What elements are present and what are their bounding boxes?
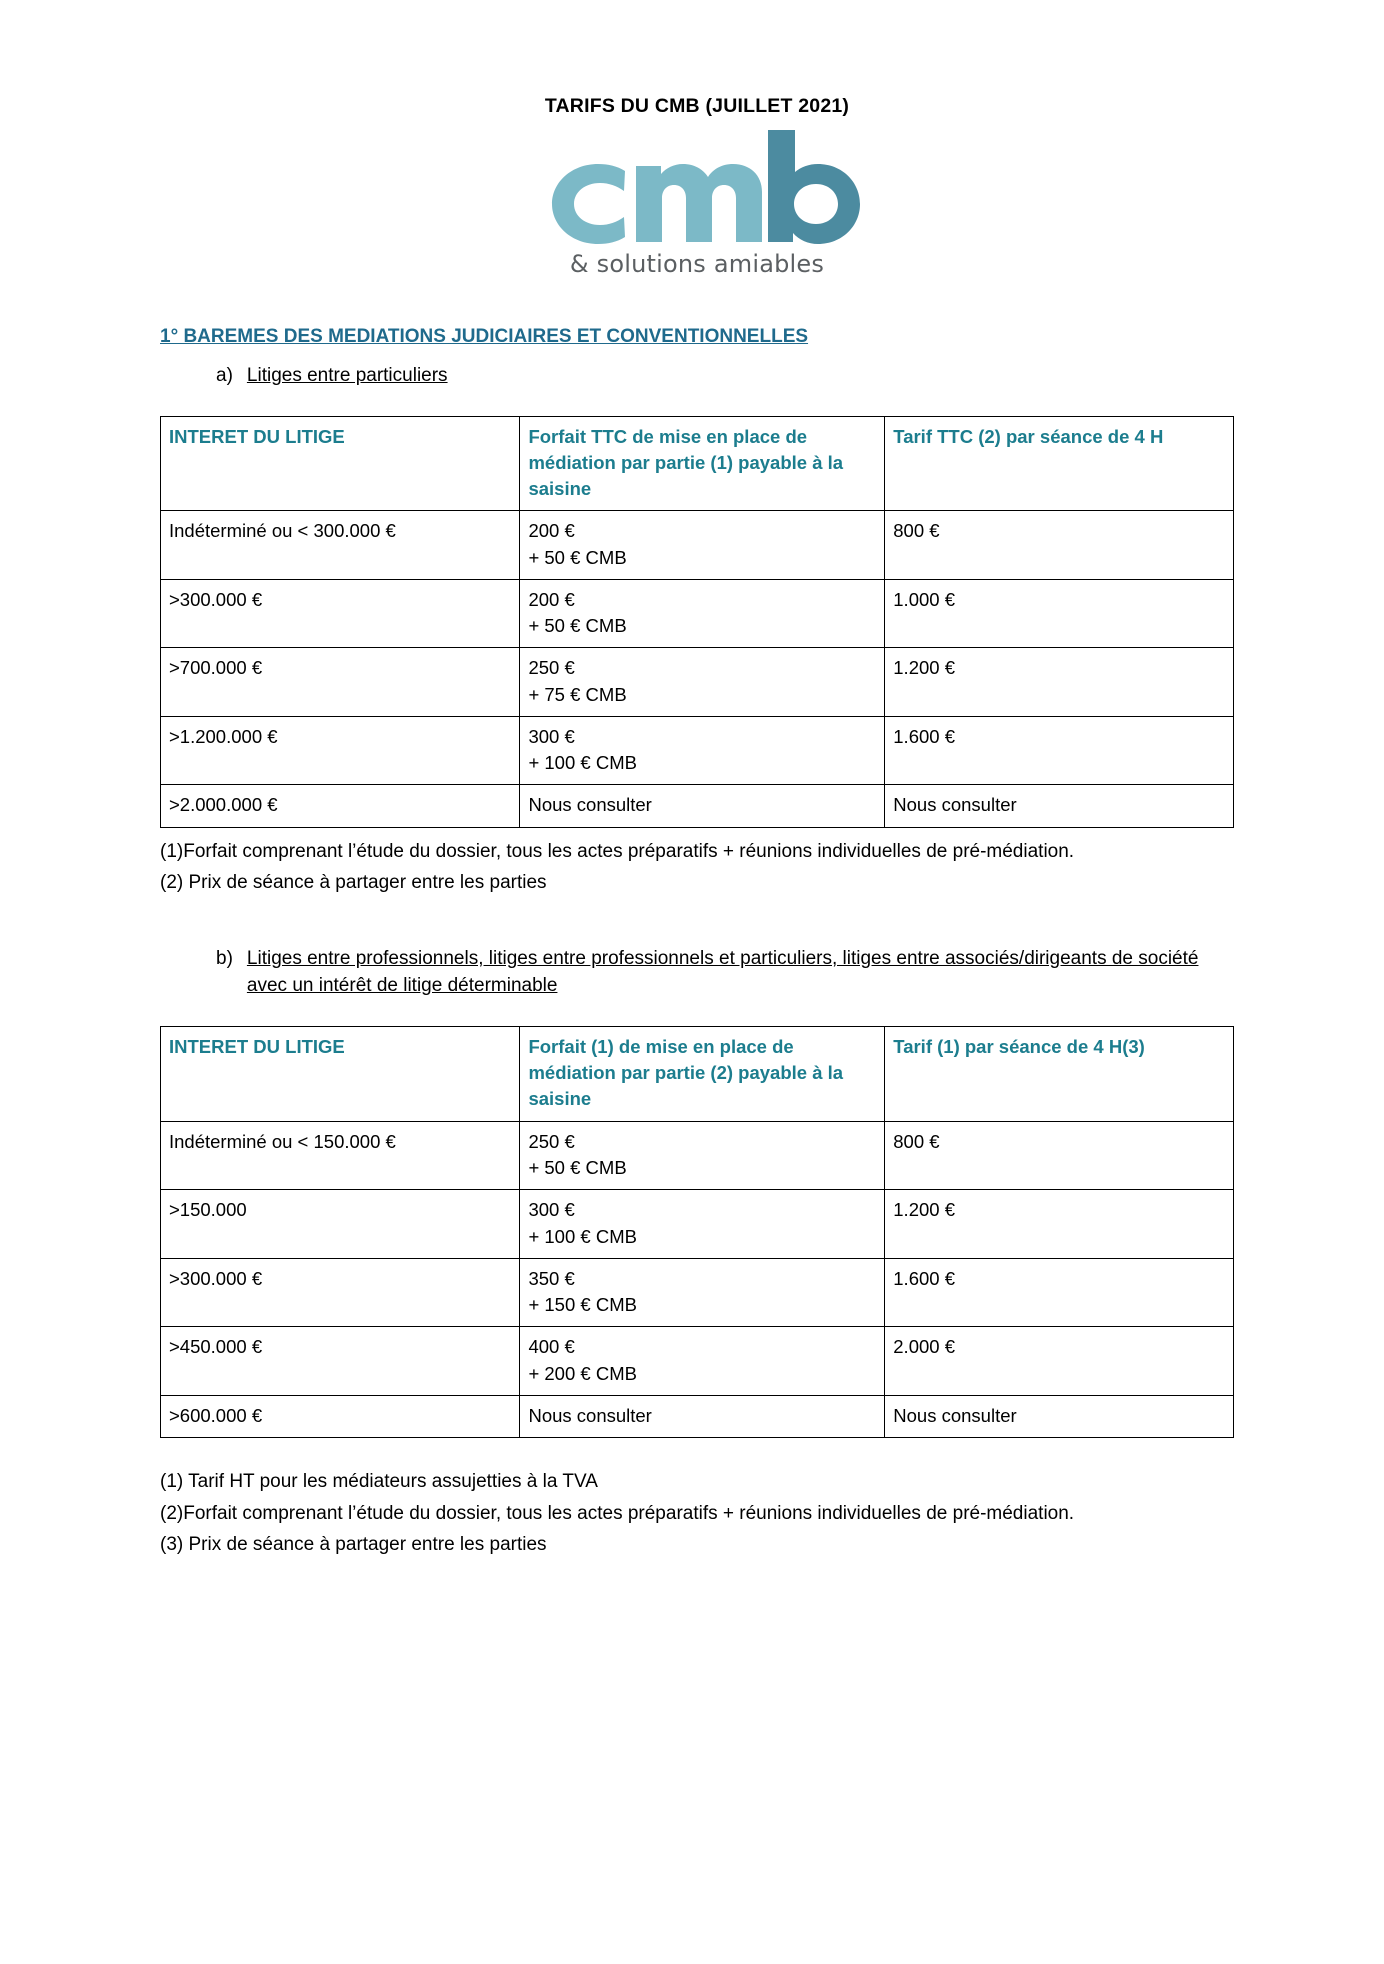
cell-forfait-line2: + 50 € CMB (528, 615, 627, 637)
cmb-logo-icon (532, 128, 862, 260)
cell-forfait-line1: 300 € (528, 725, 575, 747)
table-row (161, 716, 1234, 785)
note-a-2: (2) Prix de séance à partager entre les parties (160, 872, 547, 894)
cell-forfait-line1: 250 € (528, 1130, 575, 1152)
cell-forfait-line2: + 100 € CMB (528, 752, 637, 774)
cell-forfait-line2: + 75 € CMB (528, 683, 627, 705)
section-heading-baremes: 1° BAREMES DES MEDIATIONS JUDICIAIRES ET CONVENTIONNELLES (160, 326, 809, 347)
cell-forfait (520, 579, 885, 648)
cell-tarif: 800 € (885, 511, 1234, 580)
table-row (161, 1258, 1234, 1327)
cell-interet: >150.000 (161, 1190, 520, 1259)
list-label-a: Litiges entre particuliers (246, 365, 448, 386)
cell-interet: >2.000.000 € (161, 785, 520, 827)
table-row (161, 1121, 1234, 1190)
cell-interet: Indéterminé ou < 150.000 € (161, 1121, 520, 1190)
list-marker-b: b) (216, 947, 233, 969)
cell-tarif: 1.600 € (885, 1258, 1234, 1327)
page-title: TARIFS DU CMB (JUILLET 2021) (544, 95, 850, 117)
cell-interet: Indéterminé ou < 300.000 € (161, 511, 520, 580)
table-header-row (161, 416, 1234, 511)
tariff-table-particuliers (160, 416, 1234, 828)
note-b-2: (2)Forfait comprenant l’étude du dossier, tous les actes préparatifs + réunions individuelles de pré-médiation. (160, 1502, 1075, 1524)
cell-forfait (520, 648, 885, 717)
cell-tarif: 1.200 € (885, 648, 1234, 717)
table-row (161, 785, 1234, 827)
cell-forfait-line2: + 200 € CMB (528, 1362, 637, 1384)
cell-forfait-line1: 250 € (528, 657, 575, 679)
cell-forfait (520, 1121, 885, 1190)
cell-tarif: 1.000 € (885, 579, 1234, 648)
cell-forfait-line2: + 50 € CMB (528, 1156, 627, 1178)
list-item-a (216, 362, 1234, 390)
note-b-3: (3) Prix de séance à partager entre les parties (160, 1534, 547, 1556)
table-row (161, 1190, 1234, 1259)
table-row (161, 511, 1234, 580)
column-header-forfait: Forfait TTC de mise en place de médiation par partie (1) payable à la saisine (520, 416, 885, 511)
cell-forfait-line2: + 50 € CMB (528, 546, 627, 568)
cell-forfait (520, 1327, 885, 1396)
cell-tarif: Nous consulter (885, 1395, 1234, 1437)
cell-forfait (520, 1190, 885, 1259)
cell-forfait (520, 1258, 885, 1327)
cell-forfait-line2: + 150 € CMB (528, 1294, 637, 1316)
cell-forfait-line1: 200 € (528, 588, 575, 610)
cell-interet: >600.000 € (161, 1395, 520, 1437)
tariff-table-professionnels (160, 1026, 1234, 1438)
table-row (161, 1327, 1234, 1396)
column-header-forfait: Forfait (1) de mise en place de médiation par partie (2) payable à la saisine (520, 1026, 885, 1121)
cmb-logo (532, 128, 862, 278)
column-header-tarif: Tarif TTC (2) par séance de 4 H (885, 416, 1234, 511)
note-b-1: (1) Tarif HT pour les médiateurs assujetties à la TVA (160, 1471, 598, 1493)
cell-forfait: Nous consulter (520, 785, 885, 827)
cell-forfait-line1: 200 € (528, 520, 575, 542)
cell-tarif: Nous consulter (885, 785, 1234, 827)
column-header-interet: INTERET DU LITIGE (161, 416, 520, 511)
table-header-row (161, 1026, 1234, 1121)
column-header-tarif: Tarif (1) par séance de 4 H(3) (885, 1026, 1234, 1121)
table-row (161, 579, 1234, 648)
cell-forfait (520, 716, 885, 785)
cell-forfait-line1: 400 € (528, 1336, 575, 1358)
cell-interet: >450.000 € (161, 1327, 520, 1396)
column-header-interet: INTERET DU LITIGE (161, 1026, 520, 1121)
table-row (161, 1395, 1234, 1437)
cell-interet: >700.000 € (161, 648, 520, 717)
cell-forfait (520, 511, 885, 580)
cell-forfait-line1: 300 € (528, 1199, 575, 1221)
cell-interet: >300.000 € (161, 1258, 520, 1327)
cell-forfait: Nous consulter (520, 1395, 885, 1437)
cell-tarif: 1.200 € (885, 1190, 1234, 1259)
cell-interet: >300.000 € (161, 579, 520, 648)
notes-table-b (160, 1468, 1234, 1559)
list-marker-a: a) (216, 365, 233, 386)
note-a-1: (1)Forfait comprenant l’étude du dossier, tous les actes préparatifs + réunions individuelles de pré-médiation. (160, 840, 1075, 862)
cell-tarif: 1.600 € (885, 716, 1234, 785)
cmb-logo-tagline: & solutions amiables (569, 250, 825, 278)
cell-tarif: 800 € (885, 1121, 1234, 1190)
table-row (161, 648, 1234, 717)
cell-forfait-line1: 350 € (528, 1267, 575, 1289)
cell-tarif: 2.000 € (885, 1327, 1234, 1396)
notes-table-a (160, 838, 1234, 897)
list-label-b: Litiges entre professionnels, litiges entre professionnels et particuliers, litiges entre associés/dirigeants de société avec un intérêt de litige déterminable (246, 947, 1199, 997)
cell-forfait-line2: + 100 € CMB (528, 1225, 637, 1247)
cell-interet: >1.200.000 € (161, 716, 520, 785)
list-item-b (216, 945, 1234, 1000)
